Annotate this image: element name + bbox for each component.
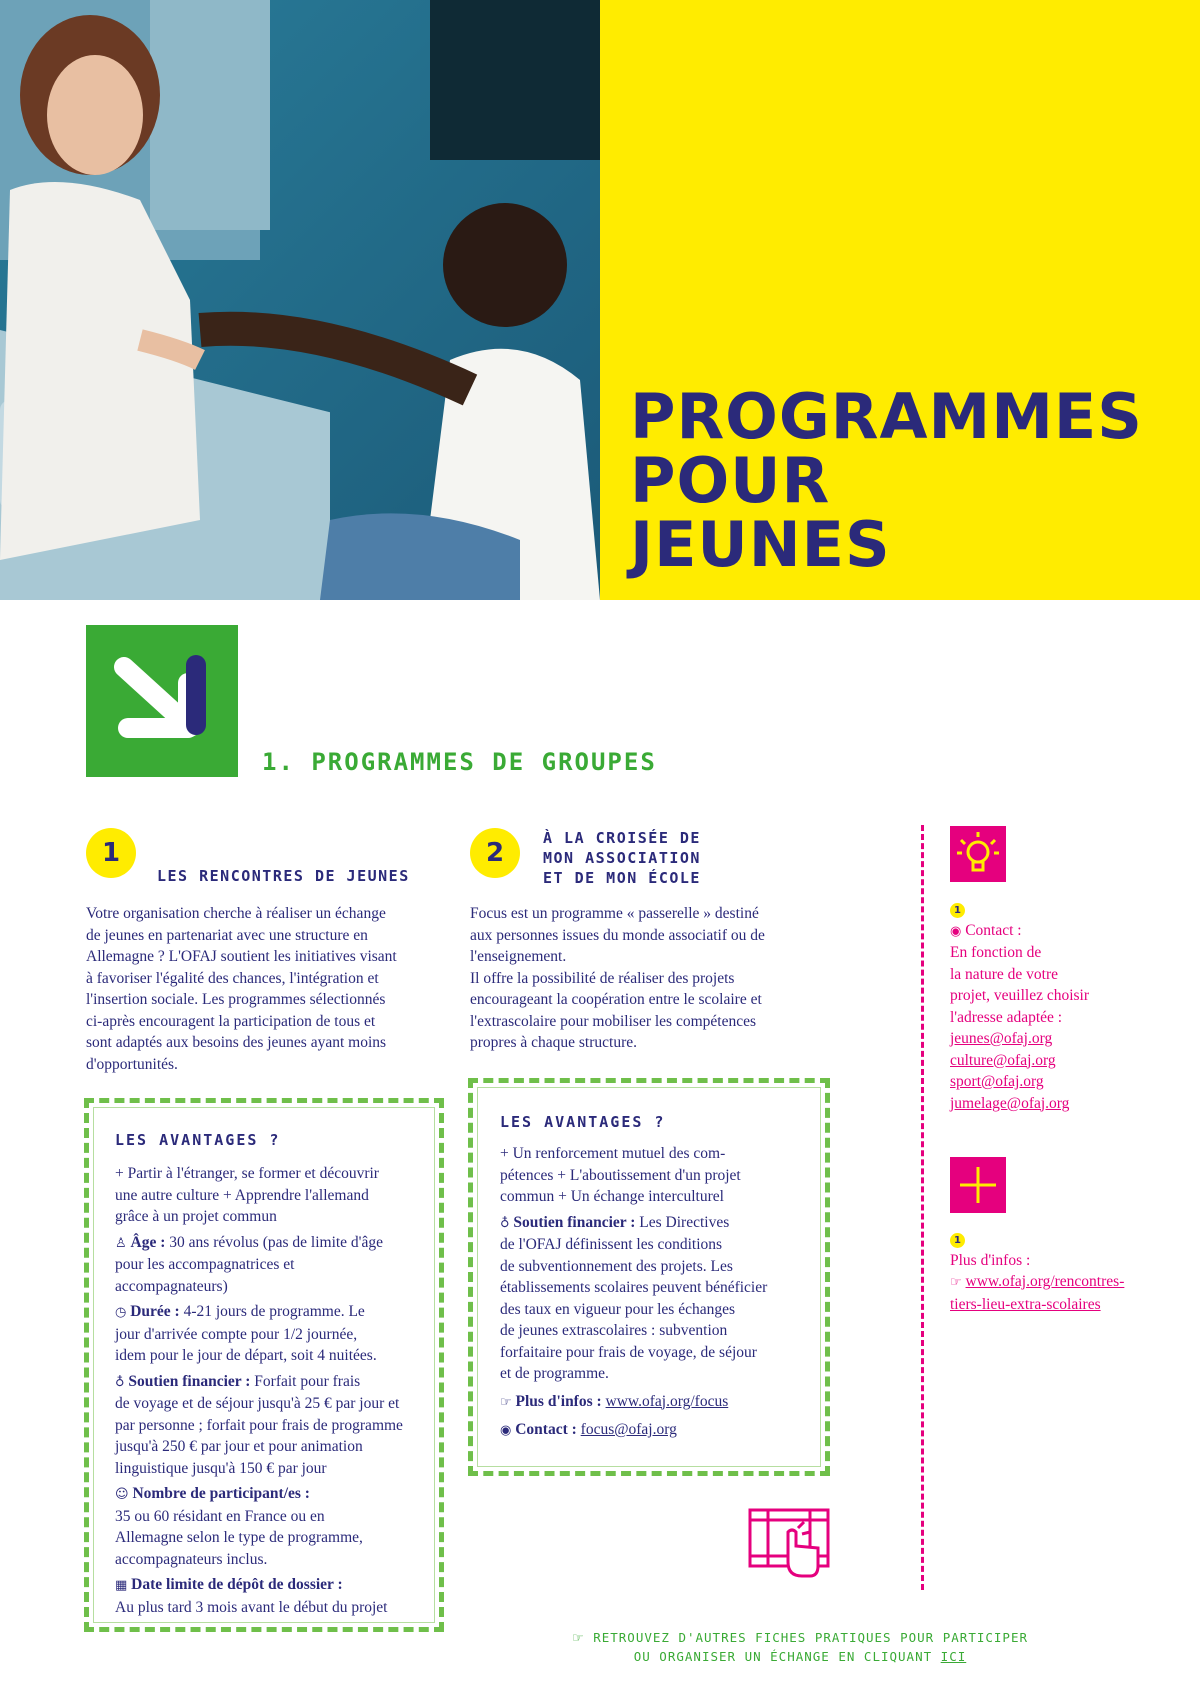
lightbulb-icon: [950, 826, 1006, 882]
sidebar-infos: [950, 1228, 1180, 1315]
participants-value: 35 ou 60 résidant en France ou en: [115, 1507, 325, 1525]
contact-line: l'adresse adaptée :: [950, 1008, 1063, 1026]
contact-line: En fonction de: [950, 944, 1042, 961]
advantages-box: [468, 1078, 830, 1476]
advantages-box: [84, 1098, 444, 1632]
page-title-line: JEUNES: [630, 508, 891, 581]
footer-note: [560, 1629, 1040, 1666]
body-line: l'enseignement.: [470, 948, 567, 965]
funding-value: par personne ; forfait pour frais de programme: [115, 1416, 403, 1434]
footer-line: RETROUVEZ D'AUTRES FICHES PRATIQUES POUR PARTICIPER: [593, 1630, 1028, 1645]
email-link-culture[interactable]: culture@ofaj.org: [950, 1051, 1056, 1069]
number-badge: 2: [470, 828, 520, 878]
participants-value: accompagnateurs inclus.: [115, 1550, 268, 1568]
section-title: 1. PROGRAMMES DE GROUPES: [262, 748, 657, 776]
advantage-line: commun + Un échange interculturel: [500, 1188, 724, 1205]
email-link-sport[interactable]: sport@ofaj.org: [950, 1073, 1044, 1090]
contact-label: Contact :: [515, 1421, 577, 1438]
funding-value: forfaitaire pour frais de voyage, de séjour: [500, 1343, 757, 1361]
money-bag-icon: ♁: [115, 1374, 125, 1390]
advantage-line: grâce à un projet commun: [115, 1208, 277, 1225]
page-title-line: PROGRAMMES: [630, 380, 1143, 453]
funding-value: et de programme.: [500, 1365, 609, 1382]
participants-value: Allemagne selon le type de programme,: [115, 1529, 363, 1546]
infos-label: Plus d'infos :: [515, 1392, 602, 1410]
contact-line: la nature de votre: [950, 965, 1059, 983]
focus-email-link[interactable]: focus@ofaj.org: [580, 1421, 677, 1438]
body-line: l'insertion sociale. Les programmes sélectionnés: [86, 991, 386, 1008]
page-title-line: POUR: [630, 444, 831, 517]
funding-value: Forfait pour frais: [254, 1372, 361, 1390]
rencontres-link[interactable]: www.ofaj.org/rencontres-: [965, 1273, 1125, 1290]
pointer-icon: ☞: [500, 1394, 512, 1410]
hero-photo: [0, 0, 600, 600]
funding-value: linguistique jusqu'à 150 € par jour: [115, 1459, 327, 1477]
block-heading: LES RENCONTRES DE JEUNES: [157, 867, 410, 885]
funding-value: Les Directives: [639, 1213, 730, 1231]
participants-label: Nombre de participant/es :: [132, 1485, 310, 1502]
age-value: accompagnateurs): [115, 1277, 228, 1295]
contact-icon: ◉: [950, 923, 962, 939]
infos-label: Plus d'infos :: [950, 1251, 1031, 1269]
funding-value: de subventionnement des projets. Les: [500, 1257, 733, 1275]
duration-value: 4-21 jours de programme. Le: [183, 1303, 365, 1320]
money-bag-icon: ♁: [500, 1215, 510, 1231]
clock-icon: ◷: [115, 1305, 127, 1320]
funding-label: Soutien financier :: [513, 1213, 636, 1231]
body-line: encourageant la coopération entre le scolaire et: [470, 991, 762, 1008]
advantage-line: pétences + L'aboutissement d'un projet: [500, 1166, 741, 1184]
email-link-jeunes[interactable]: jeunes@ofaj.org: [950, 1030, 1053, 1047]
calendar-icon: ▦: [115, 1578, 128, 1593]
body-line: sont adaptés aux besoins des jeunes ayant moins: [86, 1034, 387, 1051]
advantage-line: une autre culture + Apprendre l'allemand: [115, 1186, 369, 1204]
section-arrow-logo: [86, 625, 238, 777]
duration-value: idem pour le jour de départ, soit 4 nuitées.: [115, 1347, 377, 1364]
focus-link[interactable]: www.ofaj.org/focus: [605, 1392, 729, 1410]
body-line: d'opportunités.: [86, 1055, 178, 1073]
plus-icon: [950, 1157, 1006, 1213]
body-line: Focus est un programme « passerelle » destiné: [470, 905, 759, 922]
sidebar-badge: 1: [950, 903, 965, 918]
arrow-down-right-icon: [86, 625, 238, 777]
age-label: Âge :: [130, 1233, 166, 1251]
advantage-line: + Partir à l'étranger, se former et découvrir: [115, 1165, 379, 1182]
body-line: propres à chaque structure.: [470, 1034, 637, 1051]
age-value: pour les accompagnatrices et: [115, 1256, 295, 1273]
body-line: Votre organisation cherche à réaliser un échange: [86, 905, 386, 922]
footer-line: OU ORGANISER UN ÉCHANGE EN CLIQUANT: [633, 1649, 933, 1664]
duration-label: Durée :: [130, 1303, 180, 1320]
page-title: [630, 380, 1143, 581]
funding-value: de l'OFAJ définissent les conditions: [500, 1236, 723, 1253]
duration-value: jour d'arrivée compte pour 1/2 journée,: [115, 1325, 358, 1343]
contact-label: Contact :: [965, 921, 1022, 939]
funding-value: des taux en vigueur pour les échanges: [500, 1300, 736, 1318]
funding-label: Soutien financier :: [128, 1372, 251, 1390]
body-line: de jeunes en partenariat avec une structure en: [86, 926, 368, 944]
advantages-title: LES AVANTAGES ?: [115, 1131, 281, 1149]
body-line: Il offre la possibilité de réaliser des projets: [470, 969, 735, 987]
rencontres-link[interactable]: tiers-lieu-extra-scolaires: [950, 1295, 1101, 1313]
body-line: Allemagne ? L'OFAJ soutient les initiatives visant: [86, 948, 397, 965]
contact-line: projet, veuillez choisir: [950, 987, 1090, 1004]
advantages-title: LES AVANTAGES ?: [500, 1113, 666, 1131]
sidebar-contact: [950, 898, 1170, 1114]
advantage-line: + Un renforcement mutuel des com-: [500, 1145, 726, 1162]
pointer-icon: ☞: [950, 1275, 962, 1290]
heading-line: À LA CROISÉE DE: [543, 829, 701, 847]
deadline-label: Date limite de dépôt de dossier :: [131, 1576, 343, 1593]
body-line: ci-après encouragent la participation de tous et: [86, 1012, 376, 1030]
number-badge: 1: [86, 828, 136, 878]
funding-value: établissements scolaires peuvent bénéficier: [500, 1279, 768, 1296]
block-body: [470, 903, 830, 1054]
block-heading: [543, 828, 701, 888]
hero-photo-illustration: [0, 0, 600, 600]
funding-value: jusqu'à 250 € par jour et pour animation: [115, 1438, 363, 1455]
participants-icon: ☺: [115, 1487, 129, 1502]
funding-value: de jeunes extrascolaires : subvention: [500, 1322, 728, 1339]
block-body: [86, 903, 446, 1075]
body-line: l'extrascolaire pour mobiliser les compétences: [470, 1012, 756, 1030]
body-line: à favoriser l'égalité des chances, l'intégration et: [86, 969, 379, 987]
email-link-jumelage[interactable]: jumelage@ofaj.org: [950, 1094, 1070, 1112]
click-icon: [748, 1502, 830, 1584]
pointer-icon: ☞: [572, 1631, 585, 1646]
sidebar-badge: 1: [950, 1233, 965, 1248]
age-value: 30 ans révolus (pas de limite d'âge: [169, 1233, 383, 1251]
person-icon: ♙: [115, 1235, 127, 1251]
footer-link-ici[interactable]: ICI: [940, 1649, 967, 1664]
heading-line: MON ASSOCIATION: [543, 849, 701, 867]
heading-line: ET DE MON ÉCOLE: [543, 869, 701, 887]
deadline-value: Au plus tard 3 mois avant le début du projet: [115, 1598, 388, 1616]
contact-icon: ◉: [500, 1423, 512, 1438]
sidebar-divider: [921, 825, 924, 1590]
body-line: aux personnes issues du monde associatif ou de: [470, 926, 765, 944]
funding-value: de voyage et de séjour jusqu'à 25 € par jour et: [115, 1395, 400, 1412]
